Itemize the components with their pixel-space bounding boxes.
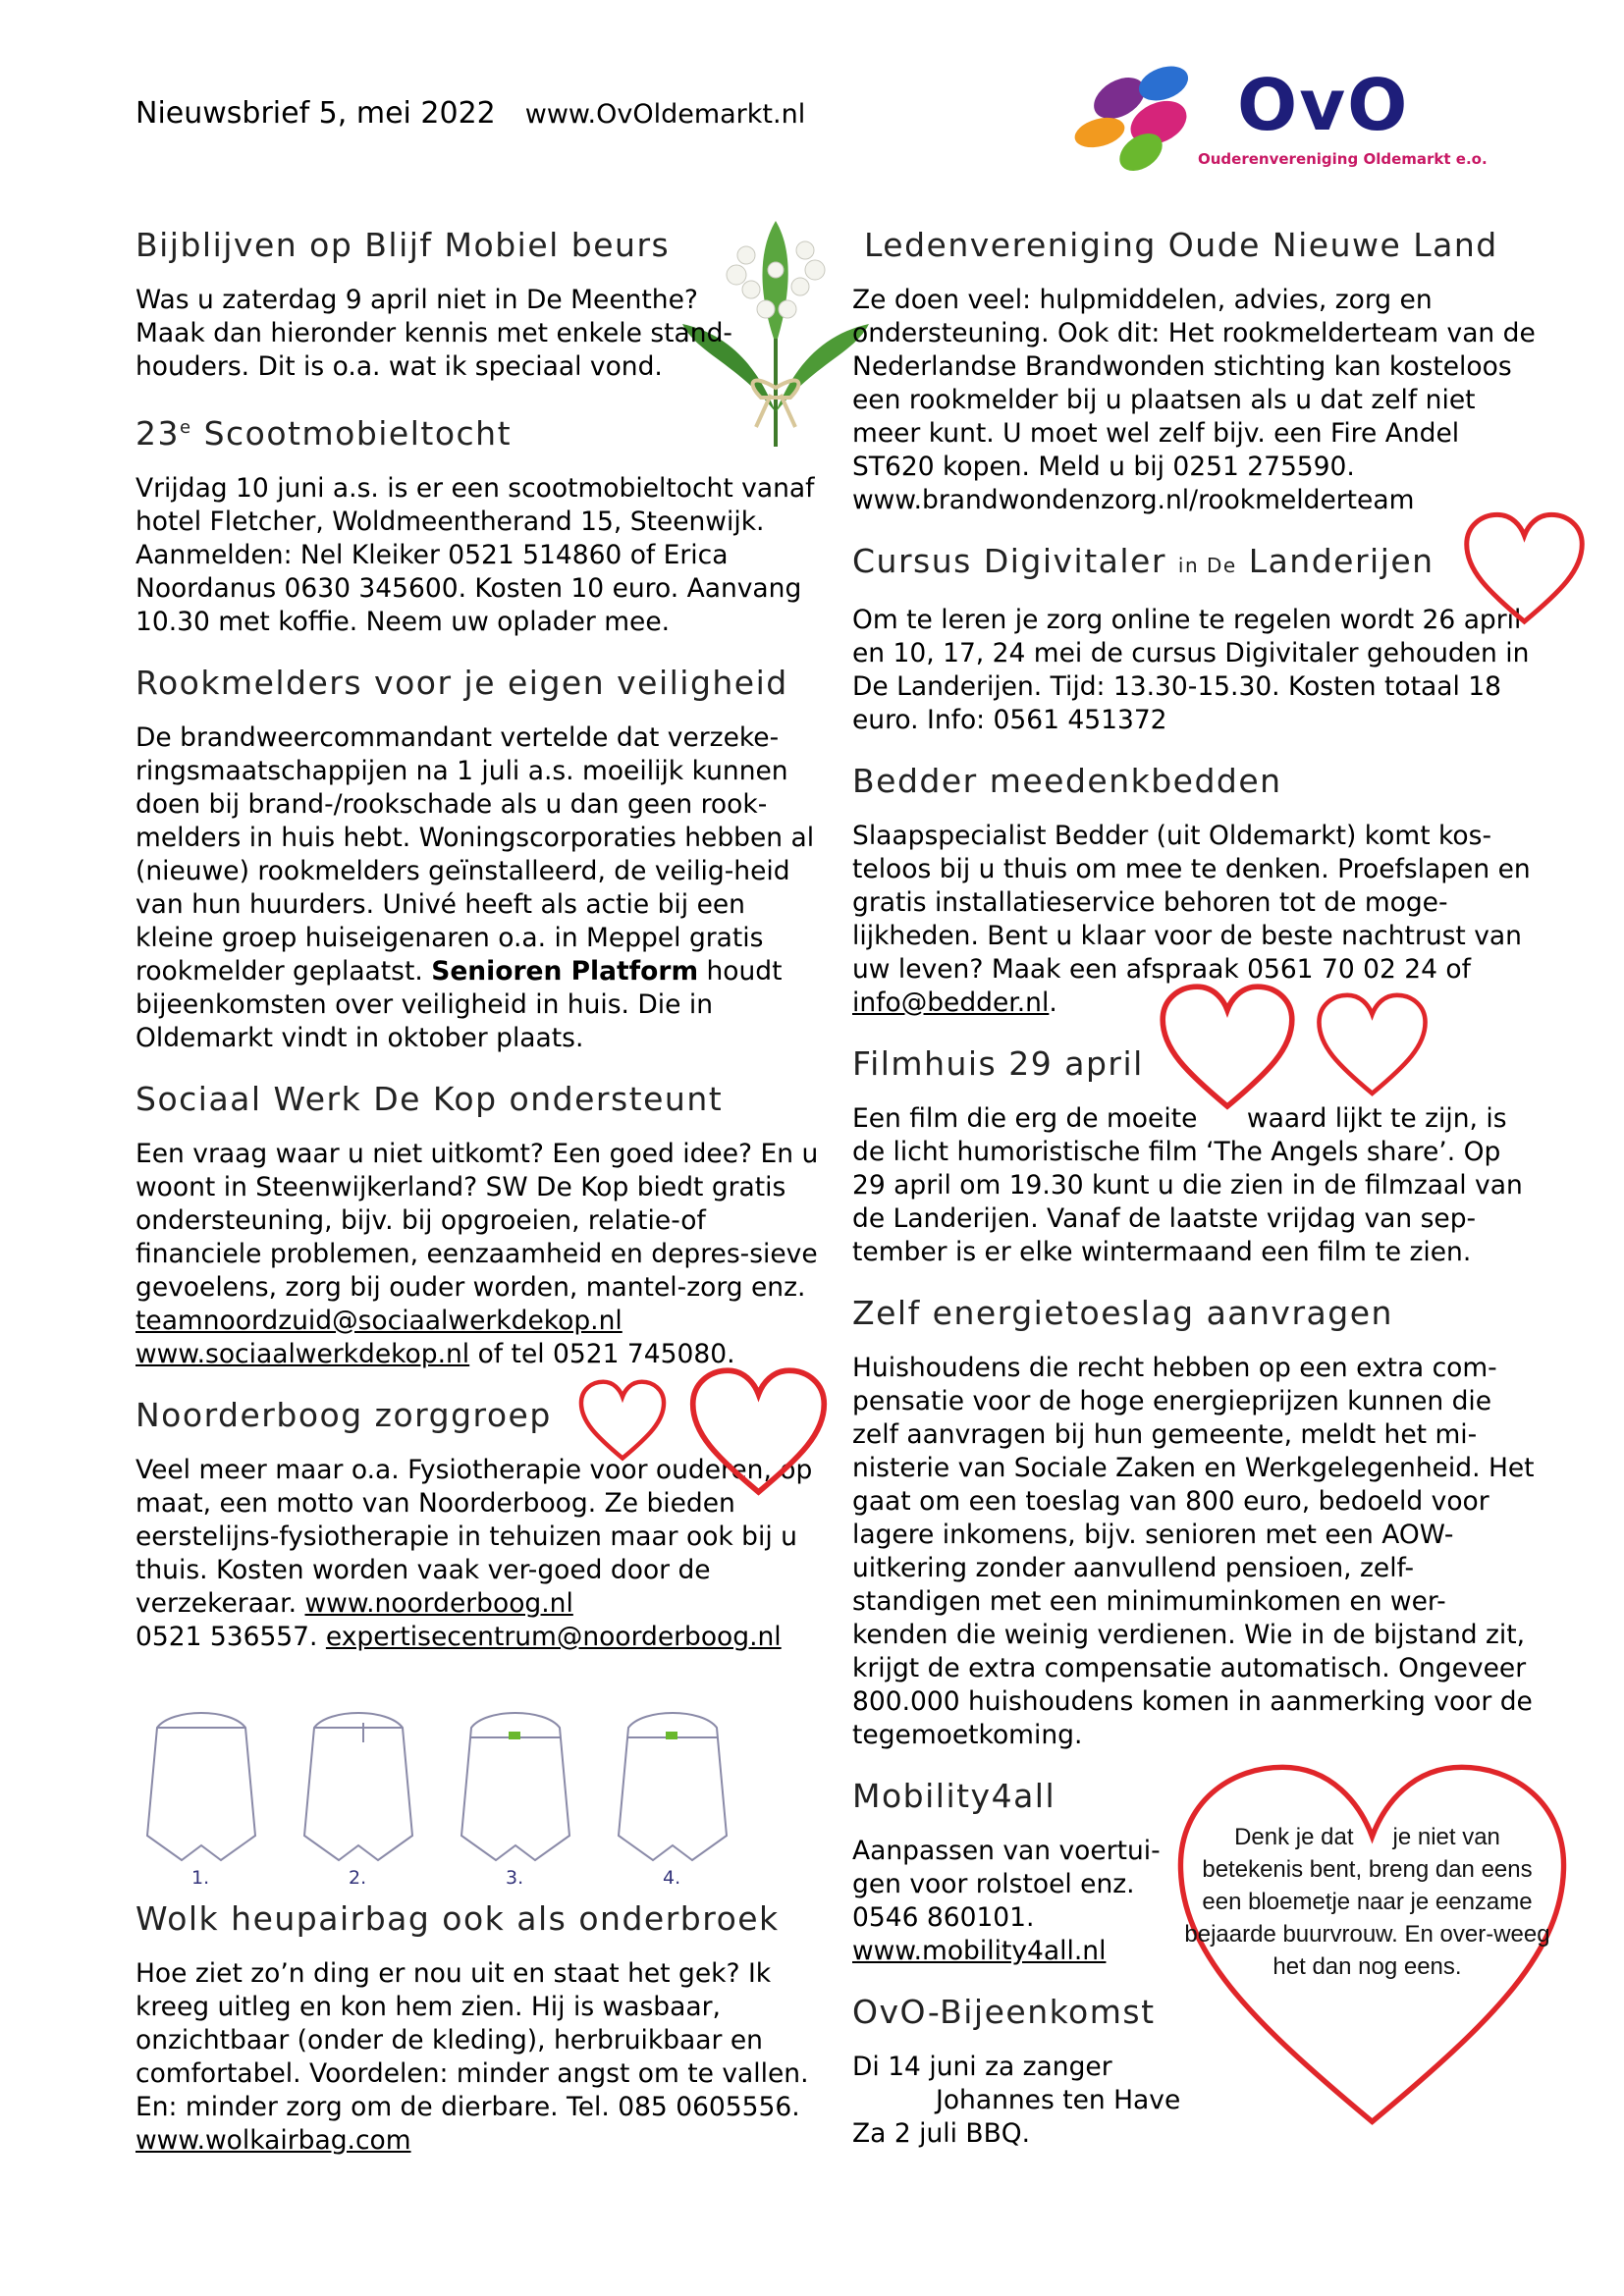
section-title: Wolk heupairbag ook als onderbroek [135,1899,780,1938]
body-text: houdt bijeenkomsten over veiligheid in huis. Die in Oldemarkt vindt in oktober plaats. [135,956,783,1053]
title-superscript: e [180,417,192,438]
website-link[interactable]: www.sociaalwerkdekop.nl [135,1339,470,1369]
step-2-label: 2. [349,1867,367,1889]
body-text: De brandweercommandant vertelde dat verzeke-ringsmaatschappijen na 1 juli a.s. moeilijk kunnen doen bij brand-/rookschade als u dan geen rook-melders in huis hebt. Woningscorporaties hebben al (nieuwe) rookmelders geïnstalleerd, de veilig-heid van hun huurders. Univé heeft als actie bij een kleine groep huiseigenaren o.a. in Meppel gratis rookmelder geplaatst. [135,722,815,987]
section-body [852,2051,1186,2151]
section-body: Een film die erg de moeite waard lijkt te zijn, is de licht humoristische film ‘The Angels share’. Op 29 april om 19.30 kunt u die zien in de filmzaal van de Landerijen. Vanaf de laatste vrijdag van sep-tember is er elke wintermaand een film te zien. [852,1103,1532,1267]
section-title: Noorderboog zorggroep [135,1396,552,1434]
section-oude-nieuwe-land [852,221,1540,517]
logo-title: OvO [1237,64,1410,146]
body-text: Veel meer maar o.a. Fysiotherapie voor ouderen, op maat, een motto van Noorderboog. Ze bieden eerstelijns-fysiotherapie in tehuizen maar ook bij u thuis. Kosten worden vaak ver-goed door de verzekeraar. [135,1455,813,1619]
title-text: Scootmobieltocht [191,414,513,453]
body-text: Slaapspecialist Bedder (uit Oldemarkt) komt kos-teloos bij u thuis om mee te denken. Proefslapen en gratis installatieservice behoren tot de moge-lijkheden. Bent u klaar voor de beste nachtrust van uw leven? Maak een afspraak 0561 70 02 24 of [852,821,1531,985]
email-link[interactable]: info@bedder.nl [852,988,1050,1018]
event-line: Johannes ten Have [936,2085,1181,2115]
section-body: Huishoudens die recht hebben op een extra com-pensatie voor de hoge energieprijzen kunnen die zelf aanvragen bij hun gemeente, meldt het mi-nisterie van Sociale Zaken en Werkgelegenheid. Het gaat om een toeslag van 800 euro, bedoeld voor lagere inkomens, bijv. senioren met een AOW-uitkering zonder aanvullend pensioen, zelf-standigen met een minimuminkomen en wer-kenden die weinig verdienen. Wie in de bijstand zit, krijgt de extra compensatie automatisch. Ongeveer 800.000 huishoudens komen in aanmerking voor de tegemoetkoming. [852,1353,1535,1750]
website-link[interactable]: www.noorderboog.nl [304,1588,573,1619]
body-text: Een vraag waar u niet uitkomt? Een goed idee? En u woont in Steenwijkerland? SW De Kop biedt gratis ondersteuning, bijv. bij opgroeien, relatie-of financiele problemen, eenzaamheid en depres-sieve gevoelens, zorg bij ouder worden, mantel-zorg enz. [135,1139,819,1303]
section-title: Filmhuis 29 april [852,1044,1144,1083]
logo-subtitle: Ouderenvereniging Oldemarkt e.o. [1198,150,1488,168]
section-rookmelders [135,659,823,1055]
title-text: Landerijen [1236,542,1435,580]
phone-text: 0521 536557. [135,1622,326,1652]
section-title: Zelf energietoeslag aanvragen [852,1294,1393,1332]
section-title: Sociaal Werk De Kop ondersteunt [135,1080,724,1118]
section-wolk-airbag [135,1895,823,2158]
section-title: Mobility4all [852,1777,1056,1815]
section-blijf-mobiel [135,221,823,384]
section-ovo-bijeenkomst [852,1988,1186,2151]
email-link[interactable]: expertisecentrum@noorderboog.nl [325,1622,782,1652]
section-title: Rookmelders voor je eigen veiligheid [135,664,788,702]
section-body: Was u zaterdag 9 april niet in De Meenthe? Maak dan hieronder kennis met enkele stand-houders. Dit is o.a. wat ik speciaal vond. [135,285,732,382]
section-body: Vrijdag 10 juni a.s. is er een scootmobieltocht vanaf hotel Fletcher, Woldmeentherand 15, Steenwijk. Aanmelden: Nel Kleiker 0521 514860 of Erica Noordanus 0630 345600. Kosten 10 euro. Aanvang 10.30 met koffie. Neem uw oplader mee. [135,473,815,637]
ovo-logo [1060,54,1492,182]
section-energietoeslag [852,1289,1540,1752]
body-text: Hoe ziet zo’n ding er nou uit en staat het gek? Ik kreeg uitleg en kon hem zien. Hij is wasbaar, onzichtbaar (onder de kleding), herbruikbaar en comfortabel. Voordelen: minder angst om te vallen. En: minder zorg om de dierbare. Tel. 085 0605556. [135,1958,809,2122]
section-title: Bedder meedenkbedden [852,762,1282,800]
section-scootmobieltocht [135,403,823,639]
section-digivitaler [852,537,1540,737]
heart-icon [577,1379,668,1463]
section-body: Om te leren je zorg online te regelen wordt 26 april en 10, 17, 24 mei de cursus Digivitaler gehouden in De Landerijen. Tijd: 13.30-15.30. Kosten totaal 18 euro. Info: 0561 451372 [852,605,1530,735]
step-1-label: 1. [191,1867,210,1889]
section-body: Ze doen veel: hulpmiddelen, advies, zorg en ondersteuning. Ook dit: Het rookmelderteam van de Nederlandse Brandwonden stichting kan kosteloos een rookmelder bij u plaatsen als u dat zelf niet meer kunt. U moet wel zelf bijv. een Fire Andel ST620 kopen. Meld u bij 0251 275590. www.brandwondenzorg.nl/rookmelderteam [852,285,1536,515]
website-link[interactable]: www.wolkairbag.com [135,2125,411,2156]
section-title: Bijblijven op Blijf Mobiel beurs [135,226,671,264]
section-mobility4all [852,1772,1186,1968]
heart-icon [687,1366,830,1499]
title-small: in De [1177,554,1237,577]
newsletter-header [135,96,805,131]
body-text: . [1049,988,1057,1018]
event-line: Za 2 juli BBQ. [852,2118,1031,2149]
heart-icon [1463,510,1586,628]
section-title [135,403,823,458]
body-text: of tel 0521 745080. [469,1339,735,1369]
section-body [135,1957,823,2158]
section-bedder [852,757,1540,1020]
step-3-label: 3. [506,1867,524,1889]
heart-quote: Denk je dat je niet van betekenis bent, breng dan eens een bloemetje naar je eenzame bejaarde buurvrouw. En over-weeg het dan nog eens. [1184,1824,1557,1980]
airbag-steps-image [137,1688,766,1899]
email-link[interactable]: teamnoordzuid@sociaalwerkdekop.nl [135,1306,623,1336]
heart-icon [1316,991,1429,1099]
heart-icon [1159,982,1296,1114]
title-text: Cursus Digivitaler [852,542,1178,580]
section-title [852,537,1540,590]
body-text: Aanpassen van voertui-gen voor rolstoel enz. 0546 860101. [852,1836,1161,1933]
section-body [852,1835,1186,1968]
event-line: Di 14 juni za zanger [852,2052,1112,2082]
body-bold: Senioren Platform [431,956,699,987]
section-body [135,721,823,1055]
section-title: Ledenvereniging Oude Nieuwe Land [864,226,1498,264]
section-title: OvO-Bijeenkomst [852,1993,1156,2031]
section-sociaal-werk [135,1075,823,1371]
issue-label: Nieuwsbrief 5, mei 2022 [135,96,496,131]
website-link[interactable]: www.mobility4all.nl [852,1936,1107,1966]
step-4-label: 4. [663,1867,681,1889]
section-body [135,1138,823,1371]
website-url[interactable]: www.OvOldemarkt.nl [524,99,806,130]
title-number: 23 [135,414,180,453]
